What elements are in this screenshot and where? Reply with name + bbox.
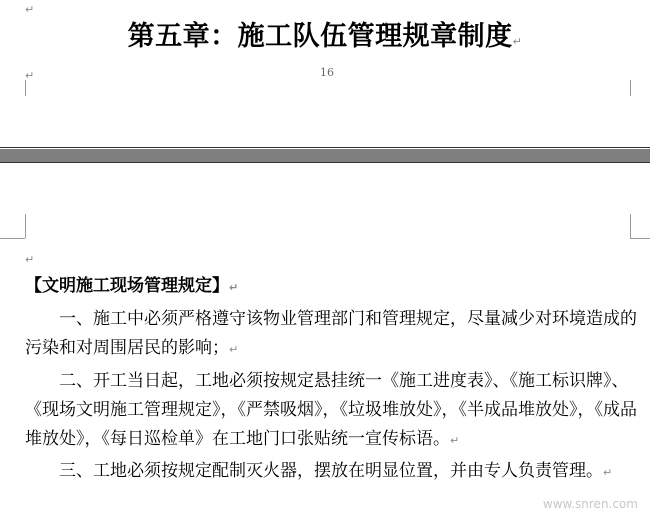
paragraph-mark: ↵ [25,253,35,266]
page-number: 16 [320,66,334,79]
body-paragraph-text: 三、工地必须按规定配制灭火器，摆放在明显位置，并由专人负责管理。 [59,461,603,481]
chapter-title [0,14,650,53]
paragraph-mark: ↵ [450,434,460,447]
margin-corner-mark [630,80,631,96]
body-paragraph [25,457,637,487]
page-edge-line [0,147,650,148]
section-heading [25,272,637,302]
body-paragraph-text: 二、开工当日起，工地必须按规定悬挂统一《施工进度表》、《施工标识牌》、《现场文明施工管理规定》，《严禁吸烟》，《垃圾堆放处》，《半成品堆放处》，《成品堆放处》，《每日巡检单》在工地门口张贴统一宣传标语。 [25,371,637,449]
margin-corner-mark [25,80,26,96]
watermark: www.snren.com [542,497,638,511]
page-edge-line [0,162,650,163]
paragraph-mark: ↵ [229,281,239,294]
margin-corner-mark [25,214,26,238]
paragraph-mark: ↵ [603,466,613,479]
chapter-title-text: 第五章：施工队伍管理规章制度 [127,21,513,52]
margin-corner-mark [630,214,631,238]
page-break-gap [0,149,650,162]
margin-corner-mark [0,238,25,239]
paragraph-mark: ↵ [25,3,35,16]
paragraph-mark: ↵ [25,69,35,82]
paragraph-mark: ↵ [512,35,523,48]
body-paragraph-text: 一、施工中必须严格遵守该物业管理部门和管理规定，尽量减少对环境造成的污染和对周围居民的影响； [25,309,637,358]
paragraph-mark: ↵ [229,343,239,356]
section-heading-text: 【文明施工现场管理规定】 [25,276,229,296]
body-paragraph [25,305,637,364]
margin-corner-mark [630,238,650,239]
body-paragraph [25,367,637,455]
